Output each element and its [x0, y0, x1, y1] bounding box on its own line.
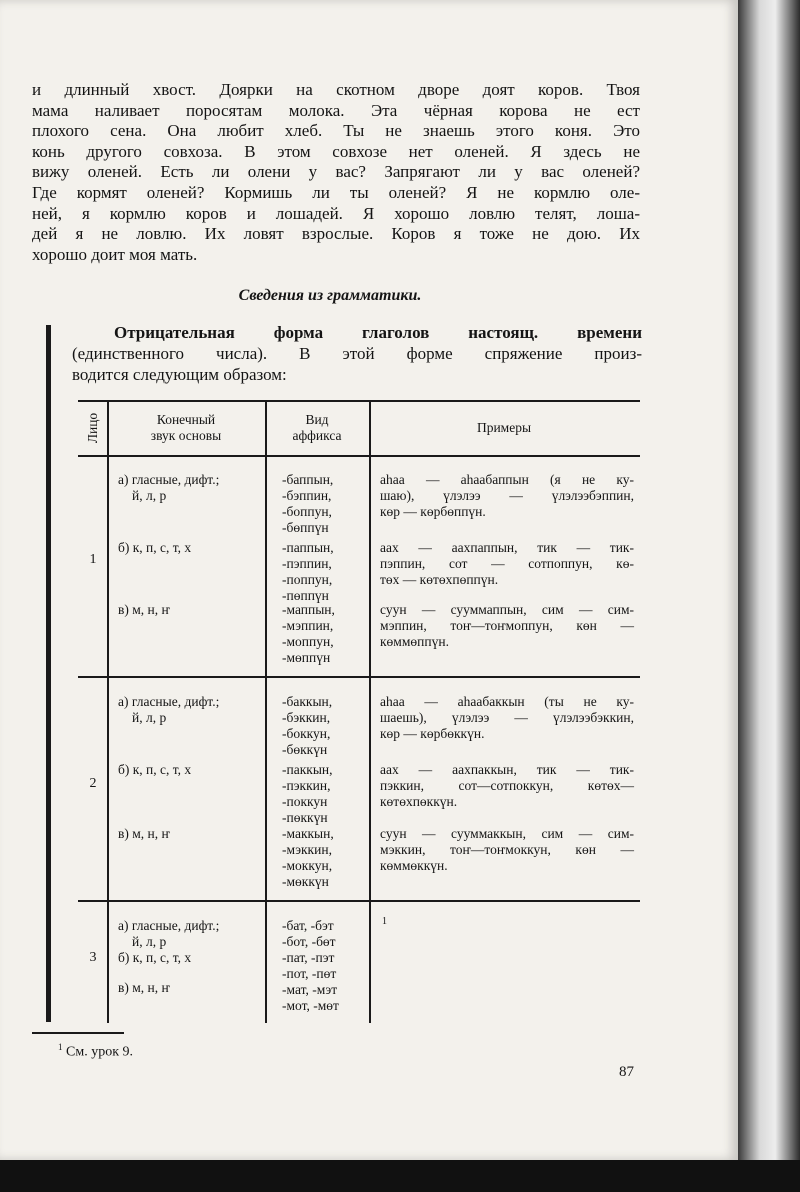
ending-cell: а) гласные, дифт.; й, л, р: [118, 694, 220, 725]
grammar-intro: [72, 322, 642, 385]
paragraph-line: и длинный хвост. Доярки на скотном дворе доят коров. Твоя: [32, 80, 640, 99]
affix-cell: -баккын, -бэккин, -боккун, -бөккүн: [282, 694, 333, 757]
ending-cell: в) м, н, ҥ: [118, 602, 170, 617]
person-number: 1: [89, 552, 97, 567]
example-cell: аах — аахпаккын, тик — тик- пэккин, сот—сотпоккун, көтөх— көтөхпөккүн.: [380, 762, 634, 809]
paragraph-line: плохого сена. Она любит хлеб. Ты не знаешь этого коня. Это: [32, 121, 640, 141]
header-affix: Вид аффикса: [292, 412, 342, 443]
example-cell: аhаа — аhаабаппын (я не ку- шаю), үлэлээ — үлэлээбэппин, көр — көрбөппүн.: [380, 472, 634, 519]
footnote-marker: 1: [58, 1042, 63, 1052]
affix-cell: -маппын, -мэппин, -моппун, -мөппүн: [282, 602, 335, 665]
header-ending: Конечный звук основы: [150, 412, 222, 443]
header-examples: Примеры: [476, 420, 532, 435]
footnote-rule: [32, 1032, 124, 1034]
table-rule: [78, 400, 640, 402]
affix-cell: -паккын, -пэккин, -поккун -пөккүн: [282, 762, 333, 825]
paragraph-line: дей я не ловлю. Их ловят взрослые. Коров я тоже не дою. Их: [32, 224, 640, 244]
example-cell: аах — аахпаппын, тик — тик- пэппин, сот — сотпоппун, кө- төх — көтөхпөппүн.: [380, 540, 634, 587]
person-number: 2: [89, 776, 97, 791]
person-number: 3: [89, 950, 97, 965]
exercise-paragraph: [32, 80, 640, 265]
affix-cell: -бат, -бэт -бот, -бөт -пат, -пэт -пот, -пөт -мат, -мэт -мот, -мөт: [282, 918, 339, 1013]
paragraph-line: мама наливает поросятам молока. Эта чёрная корова не ест: [32, 100, 640, 120]
paragraph-line: хорошо доит моя мать.: [32, 244, 198, 264]
affix-cell: -паппын, -пэппин, -поппун, -пөппүн: [282, 540, 334, 603]
page-number: 87: [619, 1064, 634, 1080]
intro-heading: Отрицательная форма глаголов настоящ. времени: [114, 323, 642, 342]
table-col-rule: [265, 400, 267, 1023]
section-title: Сведения из грамматики.: [238, 287, 422, 304]
ending-cell: а) гласные, дифт.; й, л, р б) к, п, с, т, х в) м, н, ҥ: [118, 918, 220, 995]
table-rule: [78, 676, 640, 678]
ending-cell: б) к, п, с, т, х: [118, 762, 192, 777]
table-col-rule: [369, 400, 371, 1023]
footnote-marker: 1: [382, 916, 387, 927]
paragraph-line: Где кормят оленей? Кормишь ли ты оленей? Я не кормлю оле-: [32, 182, 640, 202]
conjugation-table: [78, 400, 640, 1023]
footnote-text: См. урок 9.: [66, 1044, 133, 1060]
margin-bar: [46, 325, 51, 1022]
affix-cell: -баппын, -бэппин, -боппун, -бөппүн: [282, 472, 334, 535]
footnote: [58, 1042, 133, 1061]
example-cell: суун — сууммаккын, сим — сим- мэккин, тоҥ—тоҥмоккун, көн — көммөккүн.: [380, 826, 634, 873]
affix-cell: -маккын, -мэккин, -моккун, -мөккүн: [282, 826, 334, 889]
paragraph-line: вижу оленей. Есть ли олени у вас? Запрягают ли у вас оленей?: [32, 162, 640, 182]
paragraph-line: ней, я кормлю коров и лошадей. Я хорошо ловлю телят, лоша-: [32, 203, 640, 223]
page-edge-shadow: [738, 0, 800, 1192]
ending-cell: а) гласные, дифт.; й, л, р: [118, 472, 220, 503]
intro-line: водится следующим образом:: [72, 365, 287, 384]
table-rule: [78, 455, 640, 457]
ending-cell: б) к, п, с, т, х: [118, 540, 192, 555]
table-col-rule: [107, 400, 109, 1023]
example-cell: суун — сууммаппын, сим — сим- мэппин, тоҥ—тоҥмоппун, көн — көммөппүн.: [380, 602, 634, 649]
header-person: Лицо: [85, 412, 101, 444]
ending-cell: в) м, н, ҥ: [118, 826, 170, 841]
intro-line: (единственного числа). В этой форме спряжение произ-: [72, 344, 642, 363]
paragraph-line: конь другого совхоза. В этом совхозе нет оленей. Я здесь не: [32, 141, 640, 161]
example-cell: аhаа — аhаабаккын (ты не ку- шаешь), үлэлээ — үлэлээбэккин, көр — көрбөккүн.: [380, 694, 634, 741]
table-rule: [78, 900, 640, 902]
scan-border: [0, 1160, 800, 1192]
